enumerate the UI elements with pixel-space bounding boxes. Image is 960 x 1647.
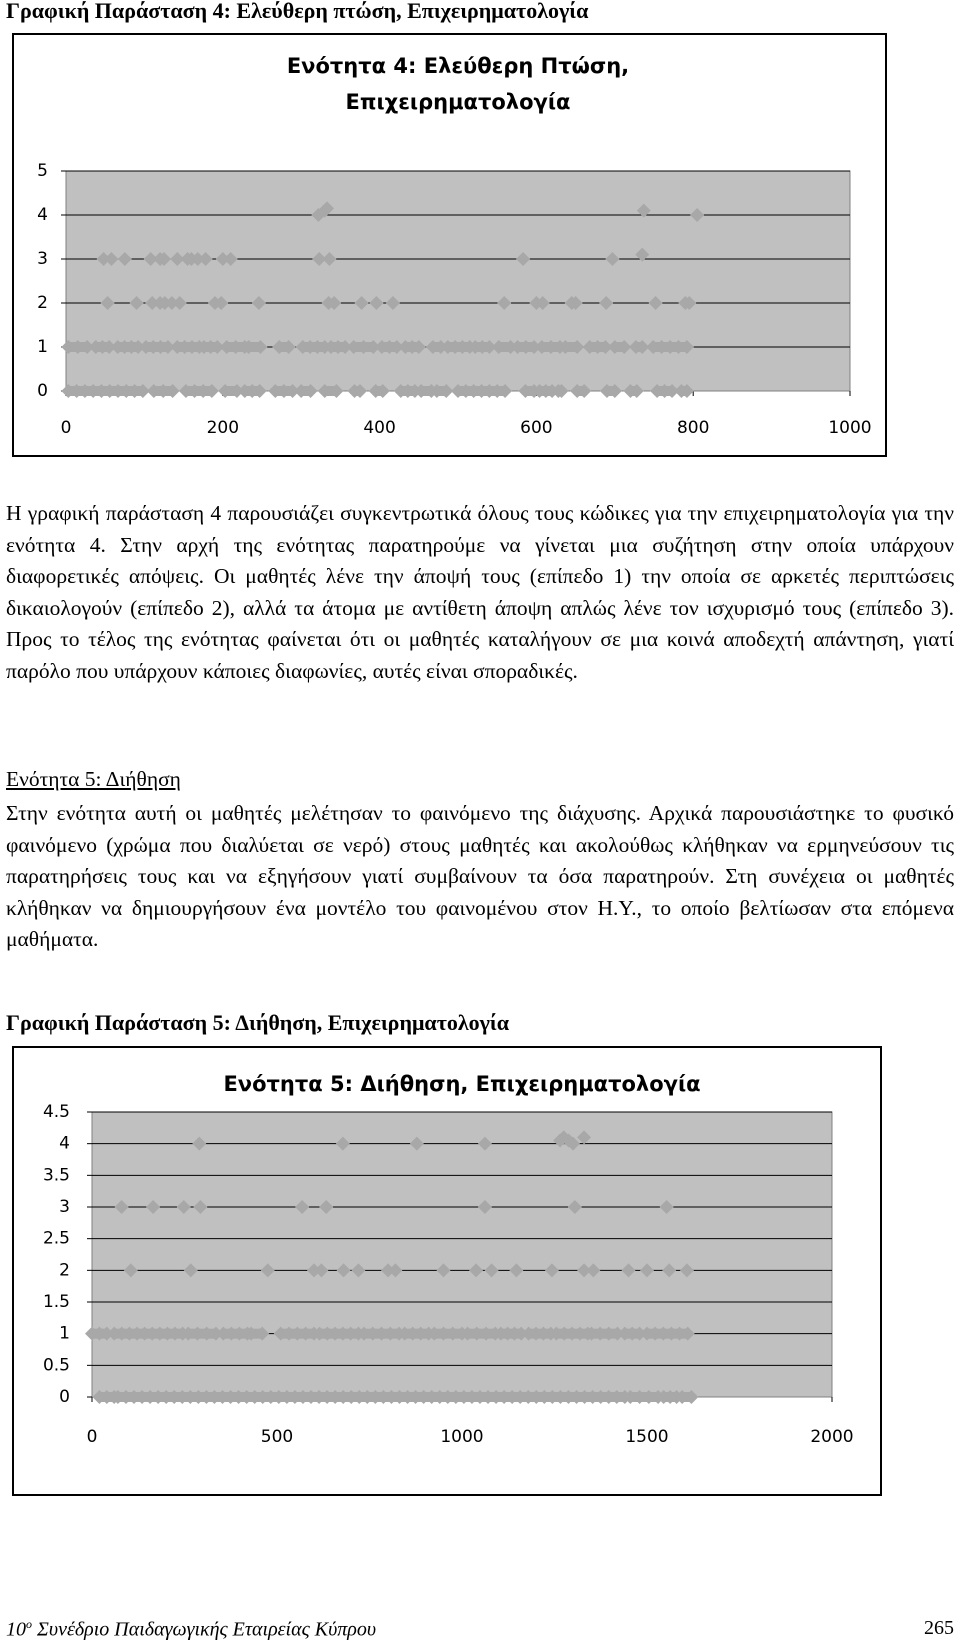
x-tick-label: 1000: [828, 418, 872, 438]
chart-diffusion: [14, 1048, 880, 1494]
plot-area: [92, 1112, 832, 1397]
chart-title-line: Επιχειρηματολογία: [345, 90, 571, 114]
chart-title-line: Ενότητα 5: Διήθηση, Επιχειρηματολογία: [223, 1072, 701, 1096]
x-tick-label: 1000: [440, 1427, 484, 1447]
y-tick-label: 1.5: [42, 1292, 70, 1312]
y-tick-label: 4: [59, 1133, 70, 1154]
x-tick-label: 1500: [625, 1427, 669, 1447]
x-tick-label: 400: [363, 418, 396, 438]
footer-ordinal-superscript: ο: [26, 1617, 32, 1631]
y-tick-label: 3: [37, 249, 48, 269]
y-tick-label: 1: [59, 1323, 70, 1344]
y-tick-label: 2: [37, 293, 48, 313]
y-tick-label: 2.5: [42, 1228, 70, 1249]
y-tick-label: 1: [37, 337, 48, 357]
chart-title-line: Ενότητα 4: Ελεύθερη Πτώση,: [286, 54, 630, 78]
x-tick-label: 0: [86, 1427, 98, 1447]
page-footer: [6, 1617, 954, 1642]
y-tick-label: 4.5: [42, 1102, 70, 1122]
paragraph-1: Η γραφική παράσταση 4 παρουσιάζει συγκεντρωτικά όλους τους κώδικες για την επιχειρηματολογία για την ενότητα 4. Στην αρχή της ενότητας παρατηρούμε να γίνεται μια συζήτηση στην οποία υπάρχουν διαφορετικές απόψεις. Οι μαθητές λένε την άποψή τους (επίπεδο 1) την οποία σε αρκετές περιπτώσεις δικαιολογούν (επίπεδο 2), αλλά τα άτομα με αντίθετη άποψη απλώς λένε τον ισχυρισμό τους (επίπεδο 3). Προς το τέλος της ενότητας φαίνεται ότι οι μαθητές καταλήγουν σε μια κοινά αποδεχτή απάντηση, γιατί παρόλο που υπάρχουν κάποιες διαφωνίες, αυτές είναι σποραδικές.: [6, 501, 954, 683]
x-tick-label: 600: [520, 418, 553, 438]
y-tick-label: 4: [37, 205, 48, 225]
chart-diffusion-box: [12, 1046, 882, 1496]
x-tick-label: 0: [60, 418, 72, 438]
paragraph-section5: [6, 798, 954, 956]
plot-area: [66, 171, 850, 391]
figure5-caption: Γραφική Παράσταση 5: Διήθηση, Επιχειρηματολογία: [6, 1010, 510, 1035]
y-tick-label: 5: [37, 161, 48, 181]
page-number: 265: [924, 1617, 954, 1639]
y-tick-label: 2: [59, 1260, 70, 1281]
y-tick-label: 3: [59, 1197, 70, 1217]
y-tick-label: 0.5: [42, 1355, 70, 1376]
chart-freefall-box: [12, 33, 887, 457]
y-tick-label: 3.5: [42, 1165, 70, 1186]
y-tick-label: 0: [37, 381, 48, 401]
y-tick-label: 0: [59, 1387, 70, 1407]
chart-freefall: [14, 35, 885, 455]
x-tick-label: 500: [260, 1427, 294, 1447]
x-tick-label: 800: [676, 418, 710, 438]
footer-conference-name: Συνέδριο Παιδαγωγικής Εταιρείας Κύπρου: [32, 1618, 377, 1641]
footer-conference-number: 10: [6, 1618, 26, 1641]
figure4-caption: Γραφική Παράσταση 4: Ελεύθερη πτώση, Επιχειρηματολογία: [6, 0, 589, 23]
x-tick-label: 2000: [810, 1427, 854, 1447]
x-tick-label: 200: [206, 418, 240, 438]
section5-heading: Ενότητα 5: Διήθηση: [6, 767, 181, 791]
paragraph-2: Στην ενότητα αυτή οι μαθητές μελέτησαν το φαινόμενο της διάχυσης. Αρχικά παρουσιάστηκε το φυσικό φαινόμενο (χρώμα που διαλύεται σε νερό) στους μαθητές και ακολούθως κλήθηκαν να ερμηνεύσουν τις παρατηρήσεις τους και να εξηγήσουν γιατί συμβαίνουν τα όσα παρατηρούν. Στη συνέχεια οι μαθητές κλήθηκαν να δημιουργήσουν ένα μοντέλο του φαινομένου στον Η.Υ., το οποίο βελτίωσαν στα επόμενα μαθήματα.: [6, 801, 954, 952]
paragraph-graph4-description: [6, 498, 954, 688]
